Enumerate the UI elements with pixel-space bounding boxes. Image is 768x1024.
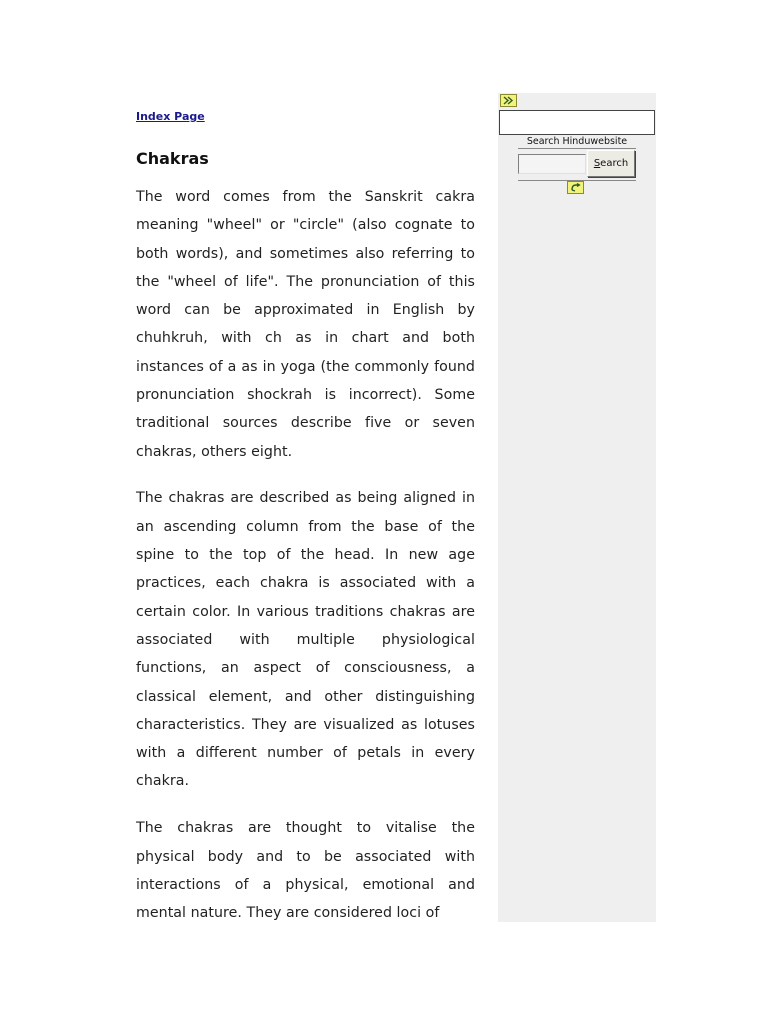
search-input[interactable] [518, 154, 586, 174]
arrow-right-glyph [503, 96, 514, 105]
article-body [136, 183, 475, 946]
sidebar [498, 93, 656, 922]
article-paragraph-2: The chakras are described as being aligned in an ascending column from the base of the spine to the top of the head. In new age practices, each chakra is associated with a certain color. In various traditions chakras are associated with multiple physiological functions, an aspect of consciousness, a classical element, and other distinguishing characteristics. They are visualized as lotuses with a different number of petals in every chakra. [136, 490, 475, 790]
page-title: Chakras [136, 149, 209, 168]
arrow-right-icon[interactable] [500, 94, 517, 107]
search-button-accesskey: S [593, 158, 601, 169]
article-paragraph-1: The word comes from the Sanskrit cakra meaning "wheel" or "circle" (also cognate to both words), and sometimes also referring to the "wheel of life". The pronunciation of this word can be approximated in English by chuhkruh, with ch as in chart and both instances of a as in yoga (the commonly found pronunciation shockrah is incorrect). Some traditional sources describe five or seven chakras, others eight. [136, 189, 475, 460]
index-page-link[interactable]: Index Page [136, 110, 205, 123]
divider [518, 148, 636, 149]
article-paragraph-3: The chakras are thought to vitalise the physical body and to be associated with interactions of a physical, emotional and mental nature. They are considered loci of [136, 820, 475, 922]
search-label: Search Hinduwebsite [526, 136, 628, 147]
arrow-curl-glyph [570, 183, 581, 192]
arrow-curl-icon[interactable] [567, 181, 584, 194]
banner-box [499, 110, 655, 135]
search-button-label: earch [600, 158, 629, 169]
search-button[interactable] [587, 150, 635, 177]
